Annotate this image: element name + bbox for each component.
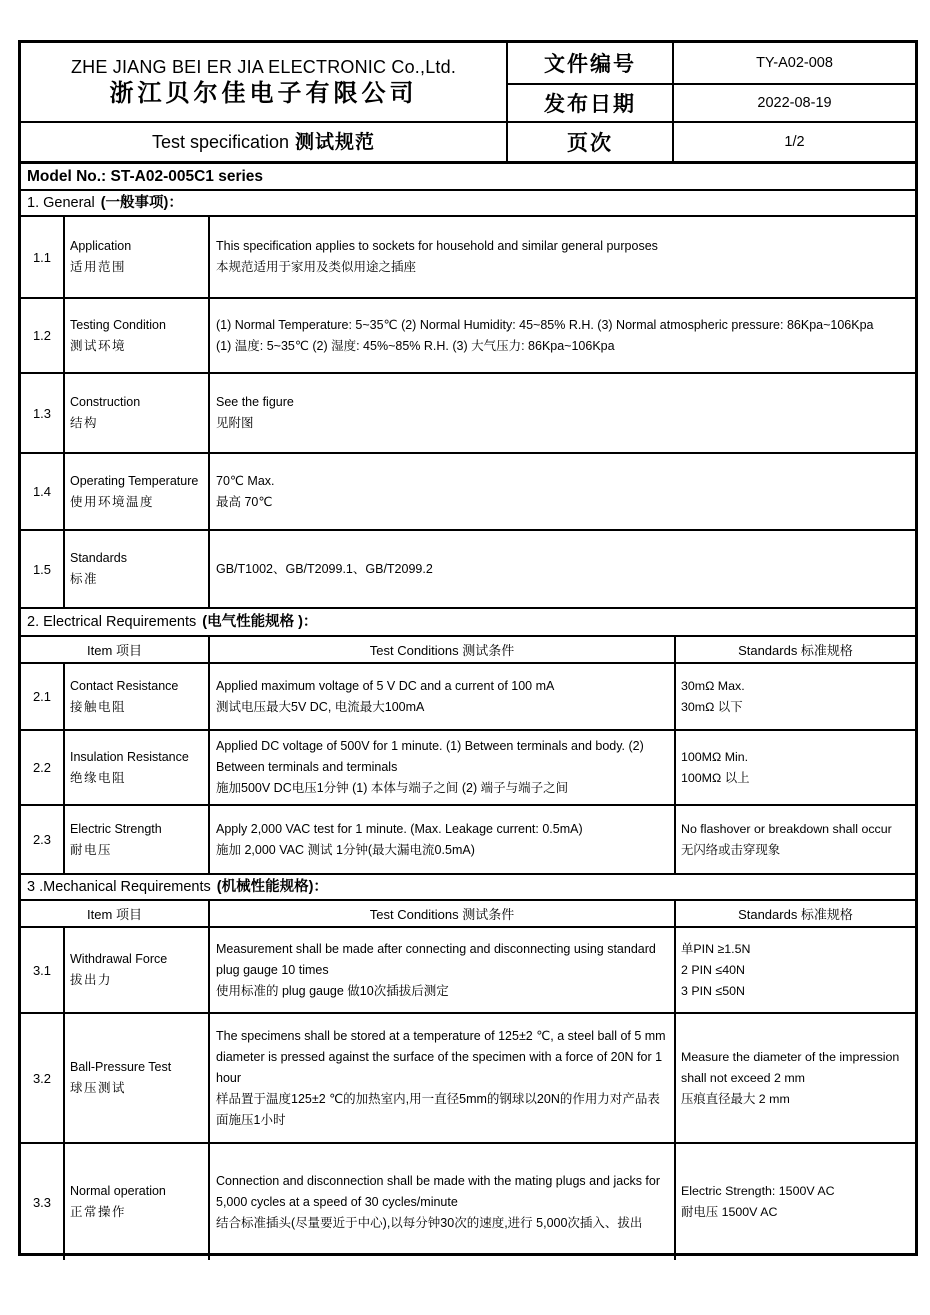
column-header-standards: Standards 标准规格 [738,907,853,922]
conditions-zh: 施加 2,000 VAC 测试 1分钟(最大漏电流0.5mA) [216,842,475,857]
conditions-zh: 本规范适用于家用及类似用途之插座 [216,260,417,274]
standards-cell [676,806,915,873]
table-row-1-4 [21,454,915,531]
spec-document [18,40,918,1256]
conditions-zh: 测试电压最大5V DC, 电流最大100mA [216,699,425,714]
column-header-standards: Standards 标准规格 [738,643,853,658]
conditions-cell [210,531,915,607]
standards-line: 2 PIN ≤40N [681,962,745,977]
conditions-zh: 见附图 [216,416,254,430]
item-name-en: Ball-Pressure Test [70,1060,172,1074]
model-number-row [21,164,915,191]
table-row-1-2 [21,299,915,374]
document-title-en: Test specification [151,131,290,152]
doc-number-value: TY-A02-008 [674,43,915,85]
standards-line: 100MΩ 以上 [681,770,750,785]
row-number: 1.1 [21,217,65,297]
table-row-3-2 [21,1014,915,1144]
page-value: 1/2 [784,134,805,150]
row-number: 3.1 [21,928,65,1012]
item-name-zh: 耐电压 [70,842,113,857]
section-title-mechanical-en: 3 .Mechanical Requirements [27,878,211,895]
conditions-zh: 使用标准的 plug gauge 做10次插拔后测定 [216,983,449,998]
conditions-cell [210,928,676,1012]
column-header-row [21,637,915,664]
company-name [21,43,508,123]
item-name-en: Application [70,239,132,253]
standards-cell [676,928,915,1012]
table-row-1-5 [21,531,915,609]
table-row-2-3 [21,806,915,875]
item-name-zh: 接触电阻 [70,699,127,714]
document-title-zh: 测试规范 [295,131,376,153]
row-number: 2.2 [21,731,65,804]
page-label: 页次 [508,123,674,161]
section-title-electrical [21,609,915,637]
conditions-en: This specification applies to sockets for household and similar general purposes [216,239,658,253]
conditions-en: GB/T1002、GB/T2099.1、GB/T2099.2 [216,561,433,576]
item-name-cell [65,454,210,529]
row-number: 2.3 [21,806,65,873]
conditions-en: Measurement shall be made after connecting and disconnecting using standard plug gauge 10 times [216,941,656,977]
standards-line: 压痕直径最大 2 mm [681,1091,790,1106]
conditions-cell [210,454,915,529]
conditions-en: Applied DC voltage of 500V for 1 minute. (1) Between terminals and body. (2) Between terminals and terminals [216,739,644,774]
section-title-general-zh: (一般事项)： [100,194,183,211]
conditions-zh: 样品置于温度125±2 ℃的加热室内,用一直径5mm的钢球以20N的作用力对产品表面施压1小时 [216,1091,660,1127]
conditions-en: 70℃ Max. [216,473,275,488]
standards-cell [676,1144,915,1260]
item-name-cell [65,374,210,452]
table-row-1-3 [21,374,915,454]
item-name-zh: 正常操作 [70,1205,127,1219]
conditions-cell [210,299,915,372]
conditions-cell [210,664,676,729]
conditions-en: See the figure [216,395,294,409]
standards-line: Electric Strength: 1500V AC [681,1184,835,1198]
section-title-mechanical [21,875,915,901]
doc-number-label: 文件编号 [508,43,674,85]
model-number: Model No.: ST-A02-005C1 series [27,167,264,185]
conditions-zh: 最高 70℃ [216,494,273,509]
standards-line: 30mΩ Max. [681,678,745,693]
table-row-3-3 [21,1144,915,1260]
item-name-cell [65,217,210,297]
item-name-en: Operating Temperature [70,473,199,488]
standards-line: 单PIN ≥1.5N [681,941,751,956]
standards-line: No flashover or breakdown shall occur [681,821,892,836]
conditions-cell [210,217,915,297]
standards-cell [676,731,915,804]
conditions-zh: 施加500V DC电压1分钟 (1) 本体与端子之间 (2) 端子与端子之间 [216,781,569,795]
item-name-en: Testing Condition [70,317,166,332]
table-row-2-1 [21,664,915,731]
item-name-cell [65,806,210,873]
standards-line: 无闪络或击穿现象 [681,842,781,857]
row-number: 2.1 [21,664,65,729]
column-header-item: Item 项目 [21,637,210,662]
row-number: 3.2 [21,1014,65,1142]
item-name-cell [65,928,210,1012]
item-name-en: Contact Resistance [70,678,179,693]
release-date-label: 发布日期 [508,85,674,123]
standards-line: 耐电压 1500V AC [681,1205,778,1219]
table-row-3-1 [21,928,915,1014]
item-name-en: Normal operation [70,1184,166,1198]
item-name-cell [65,664,210,729]
section-title-electrical-zh: (电气性能规格 )： [202,613,318,630]
column-header-item: Item 项目 [21,901,210,926]
conditions-en: Connection and disconnection shall be made with the mating plugs and jacks for 5,000 cycles at a speed of 30 cycles/minute [216,1173,661,1209]
company-name-en: ZHE JIANG BEI ER JIA ELECTRONIC Co.,Ltd. [70,57,457,77]
table-row-1-1 [21,217,915,299]
item-name-cell [65,1014,210,1142]
section-title-general [21,191,915,217]
conditions-cell [210,1144,676,1260]
item-name-en: Standards [70,551,127,565]
document-header [21,43,915,164]
item-name-zh: 结构 [70,416,99,430]
conditions-cell [210,731,676,804]
standards-cell [676,1014,915,1142]
conditions-en: The specimens shall be stored at a temperature of 125±2 ℃, a steel ball of 5 mm diameter is pressed against the surface of the specimen with a force of 20N for 1 hour [216,1028,666,1085]
item-name-cell [65,731,210,804]
conditions-en: Apply 2,000 VAC test for 1 minute. (Max. Leakage current: 0.5mA) [216,821,583,836]
section-title-electrical-en: 2. Electrical Requirements [27,613,197,630]
conditions-en: (1) Normal Temperature: 5~35℃ (2) Normal Humidity: 45~85% R.H. (3) Normal atmospheric pressure: 86Kpa~106Kpa [216,317,874,332]
item-name-zh: 拔出力 [70,973,113,987]
section-title-mechanical-zh: (机械性能规格)： [216,878,328,895]
standards-cell [676,664,915,729]
conditions-cell [210,1014,676,1142]
item-name-zh: 绝缘电阻 [70,770,127,785]
item-name-zh: 测试环境 [70,338,127,353]
row-number: 3.3 [21,1144,65,1260]
section-title-general-en: 1. General [27,194,95,211]
standards-line: 30mΩ 以下 [681,699,743,714]
row-number: 1.4 [21,454,65,529]
column-header-row [21,901,915,928]
item-name-cell [65,299,210,372]
release-date-value: 2022-08-19 [674,85,915,123]
conditions-cell [210,806,676,873]
conditions-cell [210,374,915,452]
row-number: 1.5 [21,531,65,607]
document-title [21,123,508,161]
item-name-en: Withdrawal Force [70,952,168,966]
column-header-conditions: Test Conditions 测试条件 [210,901,676,926]
item-name-en: Construction [70,395,141,409]
item-name-zh: 标准 [70,572,99,586]
item-name-zh: 适用范围 [70,260,127,274]
item-name-zh: 使用环境温度 [70,494,155,509]
item-name-zh: 球压测试 [70,1081,127,1095]
standards-line: Measure the diameter of the impression shall not exceed 2 mm [681,1049,900,1085]
standards-line: 3 PIN ≤50N [681,983,745,998]
conditions-en: Applied maximum voltage of 5 V DC and a current of 100 mA [216,678,555,693]
column-header-conditions: Test Conditions 测试条件 [210,637,676,662]
item-name-cell [65,1144,210,1260]
item-name-en: Electric Strength [70,821,162,836]
item-name-en: Insulation Resistance [70,749,189,764]
row-number: 1.2 [21,299,65,372]
company-name-zh: 浙江贝尔佳电子有限公司 [109,80,418,107]
standards-line: 100MΩ Min. [681,749,749,764]
item-name-cell [65,531,210,607]
row-number: 1.3 [21,374,65,452]
table-row-2-2 [21,731,915,806]
conditions-zh: (1) 温度: 5~35℃ (2) 湿度: 45%~85% R.H. (3) 大气压力: 86Kpa~106Kpa [216,338,615,353]
conditions-zh: 结合标准插头(尽量要近于中心),以每分钟30次的速度,进行 5,000次插入、拔出 [216,1215,643,1230]
